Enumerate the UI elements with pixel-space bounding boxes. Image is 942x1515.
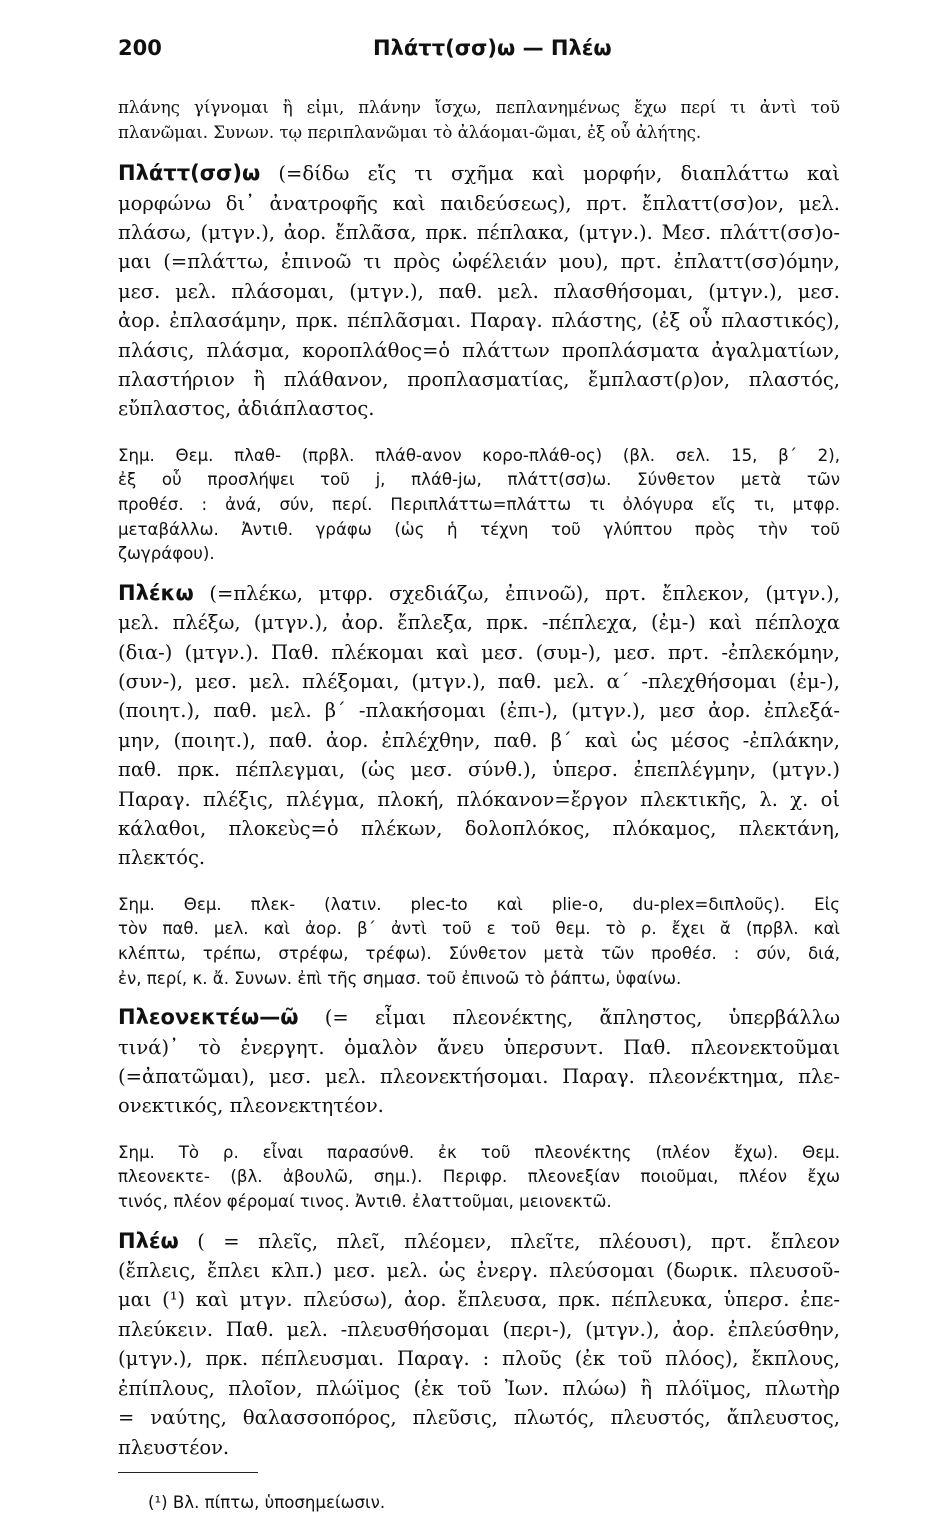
entry-first-line-text: (= εἶμαι πλεονέκτης, ἄπληστος, ὑπερβάλλω: [298, 1006, 840, 1030]
text-line: μορφώνω δι᾽ ἀνατροφῆς καὶ παιδεύσεως), πρτ. ἔπλαττ(σσ)ον, μελ.: [118, 191, 840, 215]
note-line: Σημ. Θεμ. πλεκ- (λατιν. plec-to καὶ plie-o, du-plex=διπλοῦς). Εἰς: [118, 894, 840, 914]
entry-note: [118, 444, 840, 567]
entry-first-line-text: (=πλέκω, μτφρ. σχεδιάζω, ἐπινοῶ), πρτ. ἔπλεκον, (μτγν.),: [193, 581, 840, 605]
note-line: τὸν παθ. μελ. καὶ ἀορ. β΄ ἀντὶ τοῦ ε τοῦ θεμ. τὸ ρ. ἔχει ᾰ (πρβλ. καὶ: [118, 919, 840, 939]
page-body: [118, 96, 840, 1515]
text-line: πλευστέον.: [118, 1435, 230, 1459]
headword: Πλέω: [118, 1228, 179, 1253]
text-line: πλάνης γίγνομαι ἢ εἰμι, πλάνην ἴσχω, πεπλανημένως ἔχω περί τι ἀντὶ τοῦ: [118, 98, 840, 117]
note-line: μεταβάλλω. Ἀντιθ. γράφω (ὡς ἡ τέχνη τοῦ γλύπτου πρὸς τὴν τοῦ: [118, 519, 840, 539]
continued-paragraph: [118, 96, 840, 145]
note-line: προθέσ. : ἀνά, σύν, περί. Περιπλάττω=πλάττω τι ὀλόγυρα εἴς τι, μτφρ.: [118, 495, 840, 515]
text-line: (ἔπλεις, ἔπλει κλπ.) μεσ. μελ. ὡς ἐνεργ. πλεύσομαι (δωρικ. πλευσοῦ-: [118, 1259, 840, 1283]
text-line: πλεκτός.: [118, 846, 206, 870]
entry-first-line: [118, 1003, 840, 1032]
entry-first-line-text: ( = πλεῖς, πλεῖ, πλέομεν, πλεῖτε, πλέουσι), πρτ. ἔπλεον: [178, 1229, 840, 1253]
note-line: ἐν, περί, κ. ἄ. Συνων. ἐπὶ τῆς σημασ. τοῦ ἐπινοῶ τὸ ῥάπτω, ὑφαίνω.: [118, 968, 682, 988]
text-line: πλάσις, πλάσμα, κοροπλάθος=ὁ πλάττων προπλάσματα ἀγαλματίων,: [118, 338, 840, 362]
entry-plew: [118, 1227, 840, 1462]
text-line: παθ. πρκ. πέπλεγμαι, (ὡς μεσ. σύνθ.), ὑπερσ. ἐπεπλέγμην, (μτγν.): [118, 758, 840, 782]
text-line: ἐπίπλους, πλοῖον, πλώϊμος (ἐκ τοῦ Ἰων. πλώω) ἢ πλόϊμος, πλωτὴρ: [118, 1376, 840, 1400]
text-line: μαι (¹) καὶ μτγν. πλεύσω), ἀορ. ἔπλευσα, πρκ. πέπλευκα, ὑπερσ. ἐπε-: [118, 1288, 840, 1312]
headword: Πλεονεκτέω—ῶ: [118, 1005, 299, 1030]
entry-first-line: [118, 1227, 840, 1256]
text-line: εὔπλαστος, ἀδιάπλαστος.: [118, 397, 375, 421]
note-line: κλέπτω, τρέπω, στρέφω, τρέφω). Σύνθετον μετὰ τῶν προθέσ. : σύν, διά,: [118, 944, 840, 964]
text-line: (συν-), μεσ. μελ. πλέξομαι, (μτγν.), παθ. μελ. α΄ -πλεχθήσομαι (ἐμ-),: [118, 670, 840, 694]
text-line: ἀορ. ἐπλασάμην, πρκ. πέπλᾶσμαι. Παραγ. πλάστης, (ἐξ οὗ πλαστικός),: [118, 309, 840, 333]
note-line: Σημ. Τὸ ρ. εἶναι παρασύνθ. ἐκ τοῦ πλεονέκτης (πλέον ἔχω). Θεμ.: [118, 1142, 840, 1162]
page-header: [118, 36, 838, 66]
text-line: (ποιητ.), παθ. μελ. β΄ -πλακήσομαι (ἐπι-), (μτγν.), μεσ ἀορ. ἐπλεξά-: [118, 699, 840, 723]
text-line: πλανῶμαι. Συνων. τῳ περιπλανῶμαι τὸ ἀλάομαι-ῶμαι, ἐξ οὗ ἀλήτης.: [118, 122, 702, 142]
note-line: πλεονεκτε- (βλ. ἀβουλῶ, σημ.). Περιφρ. πλεονεξίαν ποιοῦμαι, πλέον ἔχω: [118, 1167, 840, 1187]
footnote-divider: [118, 1472, 258, 1473]
text-line: τινά)᾽ τὸ ἐνεργητ. ὁμαλὸν ἄνευ ὑπερσυντ. Παθ. πλεονεκτοῦμαι: [118, 1035, 840, 1059]
text-line: κάλαθοι, πλοκεὺς=ὁ πλέκων, δολοπλόκος, πλόκαμος, πλεκτάνη,: [118, 817, 840, 841]
entry-plekw: [118, 579, 840, 873]
text-line: μεσ. μελ. πλάσομαι, (μτγν.), παθ. μελ. πλασθήσομαι, (μτγν.), μεσ.: [118, 279, 840, 303]
entry-note: [118, 1141, 840, 1215]
headword: Πλάττ(σσ)ω: [118, 161, 261, 186]
text-line: Παραγ. πλέξις, πλέγμα, πλοκή, πλόκανον=ἔργον πλεκτικῆς, λ. χ. οἱ: [118, 787, 840, 811]
text-line: (μτγν.), πρκ. πέπλευσμαι. Παραγ. : πλοῦς (ἐκ τοῦ πλόος), ἔκπλους,: [118, 1347, 840, 1371]
note-line: τινός, πλέον φέρομαί τινος. Ἀντιθ. ἐλαττοῦμαι, μειονεκτῶ.: [118, 1192, 612, 1212]
footnote: (¹) Βλ. πίπτω, ὑποσημείωσιν.: [148, 1492, 386, 1512]
text-line: = ναύτης, θαλασσοπόρος, πλεῦσις, πλωτός, πλευστός, ἄπλευστος,: [118, 1406, 840, 1430]
text-line: πλαστήριον ἢ πλάθανον, προπλασματίας, ἔμπλαστ(ρ)ον, πλαστός,: [118, 368, 840, 392]
entry-first-line: [118, 159, 840, 188]
text-line: μην, (ποιητ.), παθ. ἀορ. ἐπλέχθην, παθ. β΄ καὶ ὡς μέσος -ἐπλάκην,: [118, 728, 840, 752]
text-line: πλάσω, (μτγν.), ἀορ. ἔπλᾶσα, πρκ. πέπλακα, (μτγν.). Μεσ. πλάττ(σσ)ο-: [118, 221, 840, 244]
text-line: μελ. πλέξω, (μτγν.), ἀορ. ἔπλεξα, πρκ. -πέπλεχα, (ἐμ-) καὶ πέπλοχα: [118, 611, 840, 635]
note-line: ζωγράφου).: [118, 544, 215, 564]
entry-pleonektew: [118, 1003, 840, 1121]
text-line: (=ἀπατῶμαι), μεσ. μελ. πλεονεκτήσομαι. Παραγ. πλεονέκτημα, πλε-: [118, 1065, 840, 1089]
entry-note: [118, 893, 840, 991]
text-line: μαι (=πλάττω, ἐπινοῶ τι πρὸς ὠφέλειάν μου), πρτ. ἐπλαττ(σσ)όμην,: [118, 250, 840, 274]
page-number: 200: [118, 36, 162, 60]
entry-first-line: [118, 579, 840, 608]
text-line: πλεύκειν. Παθ. μελ. -πλευσθήσομαι (περι-), (μτγν.), ἀορ. ἐπλεύσθην,: [118, 1317, 840, 1341]
text-line: (δια-) (μτγν.). Παθ. πλέκομαι καὶ μεσ. (συμ-), μεσ. πρτ. -ἐπλεκόμην,: [118, 640, 840, 664]
entry-plattw: [118, 159, 840, 424]
note-line: Σημ. Θεμ. πλαθ- (πρβλ. πλάθ-ανον κορο-πλάθ-ος) (βλ. σελ. 15, β΄ 2),: [118, 445, 840, 465]
note-line: ἐξ οὗ προσλήψει τοῦ j, πλάθ-jω, πλάττ(σσ)ω. Σύνθετον μετὰ τῶν: [118, 470, 840, 490]
text-line: ονεκτικός, πλεονεκτητέον.: [118, 1094, 384, 1118]
entry-first-line-text: (=δίδω εἴς τι σχῆμα καὶ μορφήν, διαπλάττω καὶ: [260, 162, 840, 186]
running-head: Πλάττ(σσ)ω — Πλέω: [373, 36, 612, 60]
headword: Πλέκω: [118, 580, 194, 605]
